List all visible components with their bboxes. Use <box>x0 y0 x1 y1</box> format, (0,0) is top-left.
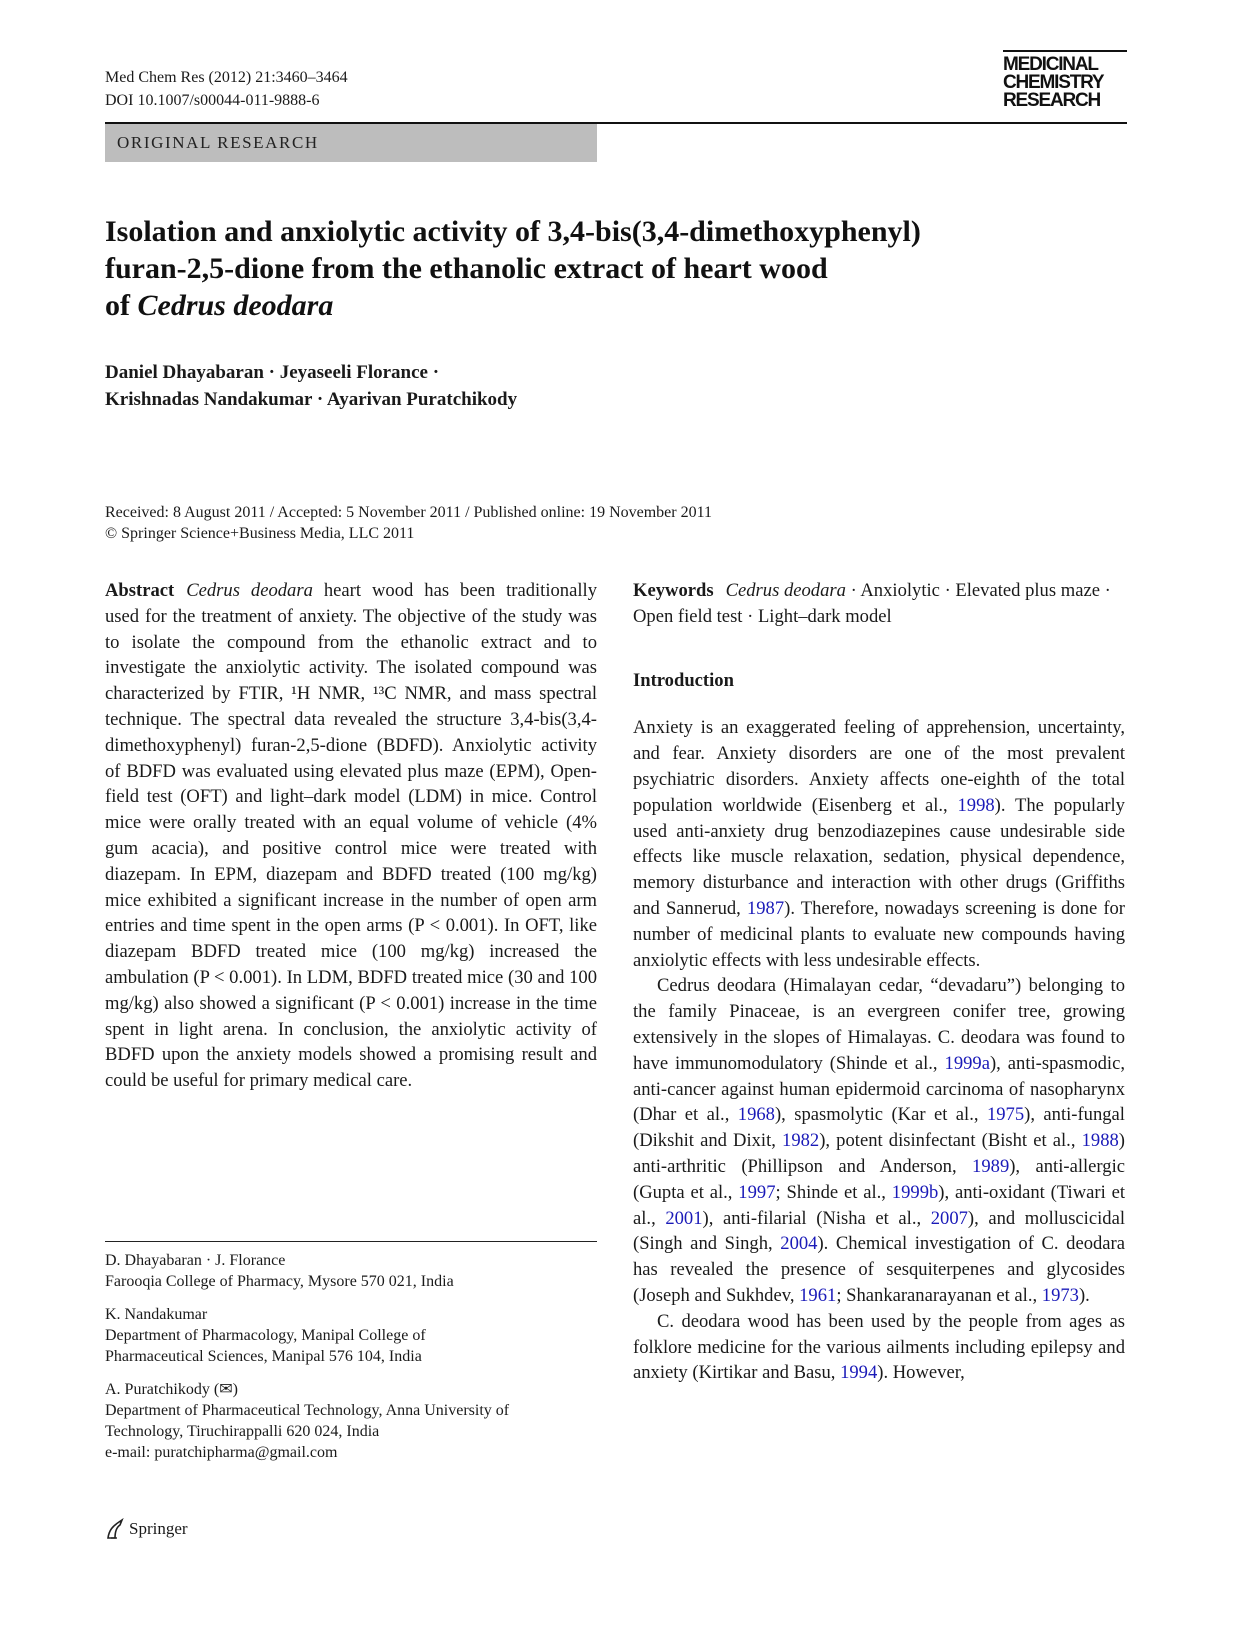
citation-link[interactable]: 2004 <box>780 1233 818 1255</box>
citation-link[interactable]: 1998 <box>957 794 995 816</box>
introduction-heading: Introduction <box>633 669 734 691</box>
citation-link[interactable]: 1973 <box>1041 1284 1079 1306</box>
right-column <box>633 578 1125 1386</box>
citation-link[interactable]: 1999a <box>944 1052 990 1074</box>
publisher-footer <box>105 1518 188 1540</box>
publication-dates: Received: 8 August 2011 / Accepted: 5 November 2011 / Published online: 19 November 2011 © Springer Science+Business Media, LLC 2011 <box>105 504 713 542</box>
abstract-text: heart wood has been traditionally used for the treatment of anxiety. The objective of the study was to isolate the compound from the ethanolic extract and to investigate the anxiolytic activity. The isolated compound was characterized by FTIR, ¹H NMR, ¹³C NMR, and mass spectral technique. The spectral data revealed the structure 3,4-bis(3,4-dimethoxyphenyl) furan-2,5-dione (BDFD). Anxiolytic activity of BDFD was evaluated using elevated plus maze (EPM), Open- field test (OFT) and light–dark model (LDM) in mice. Control mice were orally treated with an equal volume of vehicle (4% gum acacia), and positive control mice were treated with diazepam. In EPM, diazepam and BDFD treated (100 mg/kg) mice exhibited a significant increase in the number of open arm entries and time spent in the open arms (P < 0.001). In OFT, like diazepam BDFD treated mice (100 mg/kg) increased the ambulation (P < 0.001). In LDM, BDFD treated mice (30 and 100 mg/kg) also showed a significant (P < 0.001) increase in the time spent in light arena. In conclusion, the anxiolytic activity of BDFD upon the anxiety models showed a promising result and could be useful for primary medical care. <box>105 580 597 1092</box>
affiliation: K. Nandakumar Department of Pharmacology, Manipal College of Pharmaceutical Sciences, Manipal 576 104, India <box>105 1306 426 1365</box>
affiliations <box>105 1250 597 1475</box>
keywords: Keywords Cedrus deodara · Anxiolytic · Elevated plus maze · Open field test · Light–dark model <box>633 580 1111 627</box>
article-title: Isolation and anxiolytic activity of 3,4-bis(3,4-dimethoxyphenyl) furan-2,5-dione from the ethanolic extract of heart wood of Cedrus deodara <box>105 215 921 322</box>
doi: DOI 10.1007/s00044-011-9888-6 <box>105 92 320 109</box>
citation-link[interactable]: 1999b <box>891 1181 939 1203</box>
citation-link[interactable]: 1987 <box>746 897 785 919</box>
journal-logo: MEDICINAL CHEMISTRY RESEARCH <box>1003 50 1127 110</box>
section-label: ORIGINAL RESEARCH <box>105 124 597 162</box>
citation-link[interactable]: 2007 <box>930 1207 968 1229</box>
introduction-body <box>633 715 1125 1386</box>
intro-paragraph: Cedrus deodara (Himalayan cedar, “devadaru”) belonging to the family Pinaceae, is an evergreen conifer tree, growing extensively in the slopes of Himalayas. C. deodara was found to have immunomodulatory (Shinde et al., 1999a), anti-spasmodic, anti-cancer against human epidermoid carcinoma of nasopharynx (Dhar et al., 1968), spasmolytic (Kar et al., 1975), anti-fungal (Dikshit and Dixit, 1982), potent disinfectant (Bisht et al., 1988) anti-arthritic (Phillipson and Anderson, 1989), anti-allergic (Gupta et al., 1997; Shinde et al., 1999b), anti-oxidant (Tiwari et al., 2001), anti-filarial (Nisha et al., 2007), and molluscicidal (Singh and Singh, 2004). Chemical investigation of C. deodara has revealed the presence of sesquiterpenes and glycosides (Joseph and Sukhdev, 1961; Shankaranarayanan et al., 1973). <box>633 975 1126 1306</box>
journal-reference <box>105 66 348 112</box>
affiliation: D. Dhayabaran · J. Florance Farooqia College of Pharmacy, Mysore 570 021, India <box>105 1252 454 1290</box>
abstract: Abstract Cedrus deodara heart wood has been traditionally used for the treatment of anxiety. The objective of the study was to isolate the compound from the ethanolic extract and to investigate the anxiolytic activity. The isolated compound was characterized by FTIR, ¹H NMR, ¹³C NMR, and mass spectral technique. The spectral data revealed the structure 3,4-bis(3,4-dimethoxyphenyl) furan-2,5-dione (BDFD). Anxiolytic activity of BDFD was evaluated using elevated plus maze (EPM), Open- field test (OFT) and light–dark model (LDM) in mice. Control mice were orally treated with an equal volume of vehicle (4% gum acacia), and positive control mice were treated with diazepam. In EPM, diazepam and BDFD treated (100 mg/kg) mice exhibited a significant increase in the number of open arm entries and time spent in the open arms (P < 0.001). In OFT, like diazepam BDFD treated mice (100 mg/kg) increased the ambulation (P < 0.001). In LDM, BDFD treated mice (30 and 100 mg/kg) also showed a significant (P < 0.001) increase in the time spent in light arena. In conclusion, the anxiolytic activity of BDFD upon the anxiety models showed a promising result and could be useful for primary medical care. <box>105 580 597 1092</box>
citation-link[interactable]: 1988 <box>1081 1130 1119 1152</box>
journal-citation: Med Chem Res (2012) 21:3460–3464 <box>105 69 348 86</box>
citation-link[interactable]: 1997 <box>738 1181 776 1203</box>
springer-horse-icon <box>105 1518 125 1540</box>
affiliation: A. Puratchikody (✉) Department of Pharmaceutical Technology, Anna University of Technology, Tiruchirappalli 620 024, India e-mail: puratchipharma@gmail.com <box>105 1379 597 1463</box>
citation-link[interactable]: 1989 <box>972 1155 1010 1177</box>
copyright: © Springer Science+Business Media, LLC 2011 <box>105 525 415 542</box>
keywords-label: Keywords <box>633 580 714 601</box>
email-link[interactable]: e-mail: puratchipharma@gmail.com <box>105 1444 338 1461</box>
intro-paragraph: C. deodara wood has been used by the people from ages as folklore medicine for the various ailments including epilepsy and anxiety (Kirtikar and Basu, 1994). However, <box>633 1310 1125 1384</box>
citation-link[interactable]: 2001 <box>665 1207 703 1229</box>
corresponding-author: A. Puratchikody (✉) <box>105 1381 238 1398</box>
intro-paragraph: Anxiety is an exaggerated feeling of apprehension, uncertainty, and fear. Anxiety disorders are one of the most prevalent psychiatric disorders. Anxiety affects one-eighth of the total population worldwide (Eisenberg et al., 1998). The popularly used anti-anxiety drug benzodiazepines cause undesirable side effects like muscle relaxation, sedation, physical dependence, memory disturbance and interaction with other drugs (Griffiths and Sannerud, 1987). Therefore, nowadays screening is done for number of medicinal plants to evaluate new compounds having anxiolytic effects with less undesirable effects. <box>633 717 1125 971</box>
citation-link[interactable]: 1968 <box>737 1104 775 1126</box>
citation-link[interactable]: 1975 <box>986 1104 1025 1126</box>
citation-link[interactable]: 1994 <box>840 1362 878 1384</box>
citation-link[interactable]: 1982 <box>782 1130 820 1152</box>
publisher-name: Springer <box>129 1519 188 1538</box>
affiliation-divider <box>105 1241 597 1242</box>
abstract-label: Abstract <box>105 580 175 601</box>
author-list: Daniel Dhayabaran · Jeyaseeli Florance · Krishnadas Nandakumar · Ayarivan Puratchikody <box>105 362 518 410</box>
citation-link[interactable]: 1961 <box>799 1284 837 1306</box>
